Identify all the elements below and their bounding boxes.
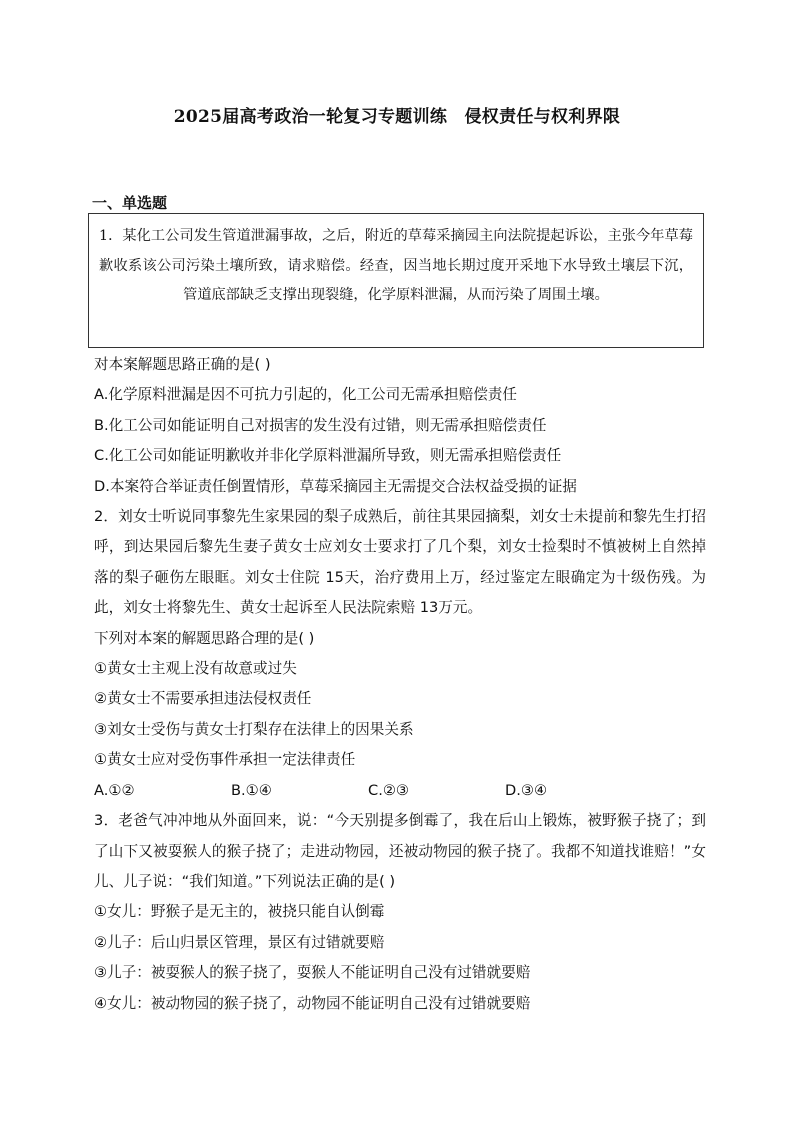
- question-3-item-4: ④女儿：被动物园的猴子挠了，动物园不能证明自己没有过错就要赔: [94, 994, 531, 1012]
- question-3-stem: 3．老爸气冲冲地从外面回来，说：“今天别提多倒霉了，我在后山上锻炼，被野猴子挠了；到了山下又被耍猴人的猴子挠了；走进动物园，还被动物园的猴子挠了。我都不知道找谁赔！”女儿、儿子说：“我们知道。”下列说法正确的是( ): [94, 812, 706, 890]
- question-3-item-2: ②儿子：后山归景区管理，景区有过错就要赔: [94, 933, 385, 951]
- question-2-item-4: ①黄女士应对受伤事件承担一定法律责任: [94, 751, 356, 769]
- page-title: 2025届高考政治一轮复习专题训练 侵权责任与权利界限: [173, 107, 621, 127]
- question-2-item-1: ①黄女士主观上没有故意或过失: [94, 660, 297, 678]
- question-2-option-b: B.①④: [231, 781, 272, 799]
- question-2-option-c: C.②③: [368, 781, 409, 799]
- question-2-option-a: A.①②: [94, 781, 135, 799]
- question-3-item-1: ①女儿：野猴子是无主的，被挠只能自认倒霉: [94, 903, 385, 921]
- question-1-ask: 对本案解题思路正确的是( ): [94, 356, 271, 373]
- question-2-stem: 2．刘女士听说同事黎先生家果园的梨子成熟后，前往其果园摘梨，刘女士未提前和黎先生打招呼，到达果园后黎先生妻子黄女士应刘女士要求打了几个梨，刘女士捡梨时不慎被树上自然掉落的梨子砸伤左眼眶。刘女士住院 15天，治疗费用上万，经过鉴定左眼确定为十级伤残。为此，刘女士将黎先生、黄女士起诉至人民法院索赔 13万元。: [94, 508, 706, 617]
- question-2-ask: 下列对本案的解题思路合理的是( ): [94, 629, 315, 647]
- question-1-option-b: B.化工公司如能证明自己对损害的发生没有过错，则无需承担赔偿责任: [94, 416, 547, 434]
- question-3-item-3: ③儿子：被耍猴人的猴子挠了，耍猴人不能证明自己没有过错就要赔: [94, 964, 531, 982]
- question-2-options: [94, 776, 706, 806]
- question-2-item-3: ③刘女士受伤与黄女士打梨存在法律上的因果关系: [94, 720, 414, 738]
- question-2-item-2: ②黄女士不需要承担违法侵权责任: [94, 690, 312, 708]
- question-1-option-d: D.本案符合举证责任倒置情形，草莓采摘园主无需提交合法权益受损的证据: [94, 477, 577, 495]
- question-1-option-c: C.化工公司如能证明歉收并非化学原料泄漏所导致，则无需承担赔偿责任: [94, 447, 562, 465]
- question-1-stem: 1．某化工公司发生管道泄漏事故，之后，附近的草莓采摘园主向法院提起诉讼，主张今年草莓歉收系该公司污染土壤所致，请求赔偿。经查，因当地长期过度开采地下水导致土壤层下沉，管道底部缺乏支撑出现裂缝，化学原料泄漏，从而污染了周围土壤。: [88, 213, 704, 348]
- question-2-option-d: D.③④: [505, 781, 548, 799]
- question-1-option-a: A.化学原料泄漏是因不可抗力引起的，化工公司无需承担赔偿责任: [94, 386, 517, 404]
- section-heading: 一、单选题: [92, 194, 168, 212]
- question-body: [94, 350, 706, 1019]
